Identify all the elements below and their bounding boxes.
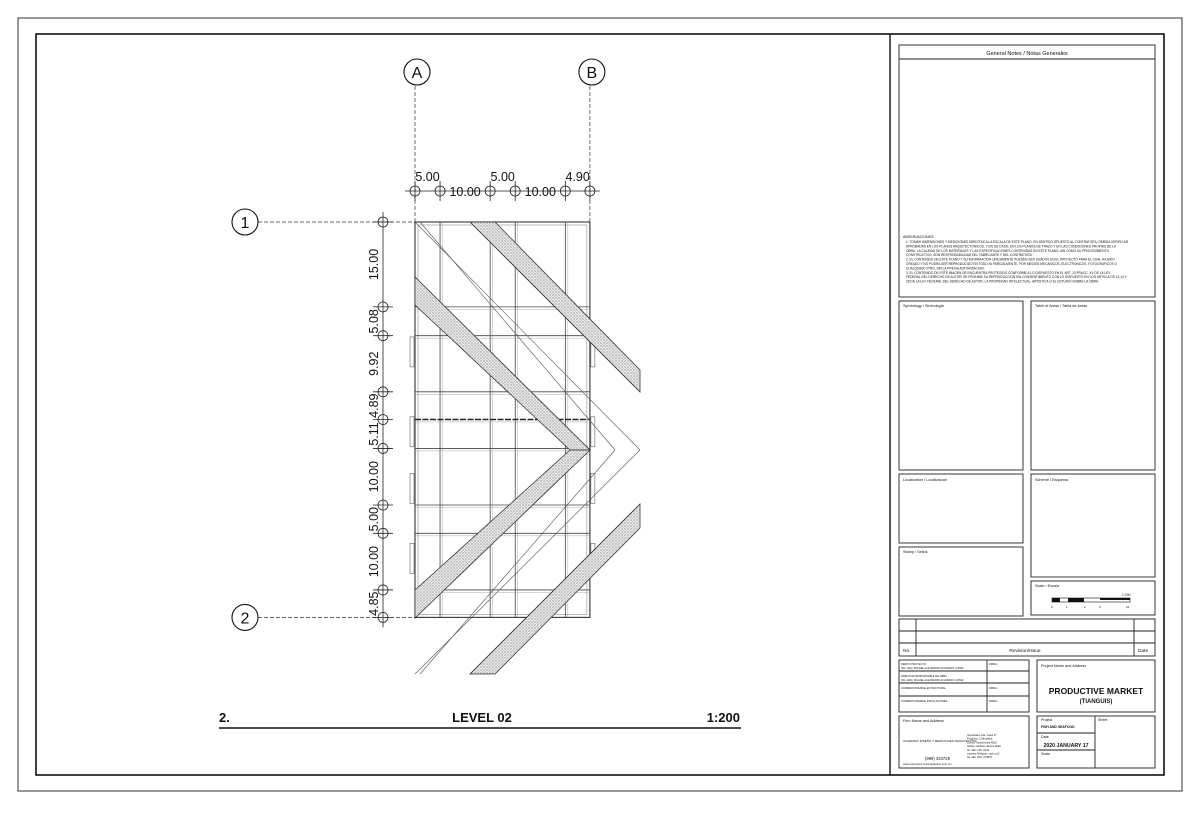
firm-address-line: tel: alta: 125, 0233 <box>967 748 990 752</box>
dimension-label: 4.90 <box>565 170 590 184</box>
note-line: CREADO Y NO PODRA SER REPRODUCIDO EN TODO NI PARCIALMENTE, POR MEDIOS MECANICOS, ELECTRONICOS, FOTOGRAFICOS O <box>906 262 1118 266</box>
date-label: Date <box>1041 735 1049 739</box>
note-line: 3. EL CONTENIDO DE ESTE IMAGEN DE ENCUENTRA PROTEGIDO CONFORME A LO DISPUESTO EN EL ART. 13 FRACC. XV DE LA LEY <box>906 270 1111 275</box>
drawing-number: 2. <box>219 710 230 725</box>
general-notes-title: General Notes / Notas Generales <box>986 51 1068 57</box>
scale-label: Scale <box>1041 752 1050 756</box>
svg-text:FIRMA:: FIRMA: <box>989 663 998 666</box>
location-box <box>899 474 1023 543</box>
svg-text:FIRMA:: FIRMA: <box>989 687 998 690</box>
scale-bar-unit: 1:200 <box>1122 593 1131 597</box>
svg-text:PERITO PROYECTO: PERITO PROYECTO <box>901 663 926 666</box>
dimension-label: 5.00 <box>415 170 440 184</box>
dimension-label: 4.85 <box>367 591 381 616</box>
svg-text:10: 10 <box>1126 605 1130 609</box>
dimension-label: 15.00 <box>367 248 381 281</box>
grid-axes <box>232 59 605 630</box>
notes-text <box>906 240 1129 284</box>
firm-address-line: tel/fax: solicitar valores 2020 <box>967 745 1001 749</box>
scheme-title: Scheme / Esquema <box>1035 478 1069 482</box>
grid-bubble-label: 1 <box>240 215 250 232</box>
note-line: CUALQUIER OTRO, SIN LA PREVIA AUTORIZACION. <box>906 266 985 271</box>
dimension-label: 4.89 <box>367 393 381 418</box>
svg-text:0: 0 <box>1051 605 1053 609</box>
svg-text:CORRESPONSABLE INSTALACIONES: CORRESPONSABLE INSTALACIONES <box>901 700 948 703</box>
wall-pier <box>410 337 414 367</box>
firm-address-line: carolina Márquez, gob.mx2 <box>967 752 1000 756</box>
horizontal-dimensions <box>405 170 600 201</box>
note-line: OBRA, LA CALIDAD DE LOS MATERIALES Y LAS ESPECIFICACIONES CONTENIDAS EN ESTE PLANO, ASI COMO SU PROCEDIMIENTO <box>906 248 1110 253</box>
firm-phone: (999) 334729 <box>925 756 950 761</box>
sheet-label: Sheet <box>1098 718 1108 722</box>
project-label: Project Name and Address <box>1041 664 1087 668</box>
areas-title: Table of Areas / Tabla de Areas <box>1035 304 1088 308</box>
svg-text:FIRMA:: FIRMA: <box>989 700 998 703</box>
drawing-title <box>219 710 741 728</box>
dimension-label: 5.08 <box>367 309 381 334</box>
dimension-label: 5.00 <box>367 507 381 532</box>
note-line: CONSTRUCTIVO, SON RESPONSABILIDAD DEL FABRICANTE Y DEL CONTRATISTA. <box>906 253 1033 258</box>
notes-heading: ABSERVACIONES: <box>903 235 935 239</box>
vertical-dimensions <box>367 212 393 627</box>
dimension-label: 10.00 <box>367 461 381 493</box>
wall-pier <box>410 417 414 447</box>
stamp-title: Stamp / Sellos <box>903 550 928 554</box>
grid-bubble-label: B <box>586 65 598 82</box>
grid-bubble-label: A <box>411 65 423 82</box>
dimension-label: 9.92 <box>367 351 381 376</box>
firm-address-line: Progreso, Chihuahua <box>967 737 993 741</box>
note-line: APROBADAS EN LOS PLANOS ARQUITECTONICOS, Y EN SU CASO, EN LOS PLANOS DE TRAZO Y EN LAS CONDICIONES PROPIAS DE LA <box>906 244 1117 249</box>
firm-label: Firm Name and Address <box>903 719 944 723</box>
revision-title: Revision/Issue <box>1009 649 1041 654</box>
outer-border <box>18 18 1182 791</box>
svg-text:2: 2 <box>1084 605 1086 609</box>
drawing-name: LEVEL 02 <box>452 710 512 725</box>
sheet-project-value: FISH AND SEAFOOD <box>1041 725 1075 729</box>
project-name: PRODUCTIVE MARKET <box>1048 686 1144 696</box>
areas-box <box>1031 301 1155 470</box>
dimension-label: 10.00 <box>367 545 381 578</box>
date-value: 2020 JANUARY 17 <box>1043 743 1089 749</box>
sheet-info-box <box>1037 716 1155 768</box>
note-line: FEDERAL DEL DERECHO DE AUTOR, SE PROHIBE SU REPRODUCCION SIN CONSENTIMIENTO CON LO DISPUESTO EN LOS ARTICULOS 13,14 Y <box>906 275 1127 280</box>
diagonal-hatch-bands <box>415 222 640 674</box>
title-block <box>899 45 1155 768</box>
firm-address-line: Venustiano Sta. Casa 17 <box>967 734 997 737</box>
graphic-scale-bar <box>1051 593 1131 609</box>
revision-no-label: No. <box>903 649 911 654</box>
title-block-text <box>901 51 1148 766</box>
svg-text:ING. ARQ. MIGUEL ALEJANDRO ALV: ING. ARQ. MIGUEL ALEJANDRO ALVARADO LOPEZ <box>901 667 964 670</box>
firm-address <box>967 733 1001 759</box>
symbology-title: Symbology / Simbologia <box>903 304 944 308</box>
sheet-project-label: Project <box>1041 718 1053 722</box>
wall-pier <box>591 417 595 447</box>
svg-text:DIRECTOR RESPONSABLE DE OBRA: DIRECTOR RESPONSABLE DE OBRA <box>901 675 947 678</box>
firm-address-line: tel: alta: 023, 073870 <box>967 756 993 760</box>
svg-text:5: 5 <box>1099 605 1101 609</box>
symbology-box <box>899 301 1023 470</box>
floor-plan <box>410 222 595 617</box>
svg-text:CORRESPONSABLE ESTRUCTURAL: CORRESPONSABLE ESTRUCTURAL <box>901 687 946 690</box>
dimension-label: 10.00 <box>524 185 556 199</box>
scheme-box <box>1031 474 1155 577</box>
firm-name: ALVARADO DISEÑO Y MEDICIONES ARQUITECTOS <box>903 739 977 743</box>
svg-text:1: 1 <box>1066 605 1068 609</box>
firm-web: www.estructura.mx/arquitectos.com.mx <box>903 762 952 766</box>
wall-pier <box>591 473 595 503</box>
dimension-label: 5.00 <box>490 170 515 184</box>
dimension-label: 5.11 <box>367 422 381 446</box>
grid-bubble-label: 2 <box>240 610 250 628</box>
project-subname: (TIANGUIS) <box>1079 699 1113 705</box>
scale-box-title: Scale / Escala <box>1035 584 1060 588</box>
wall-pier <box>410 473 414 503</box>
svg-text:ING. ARQ. MIGUEL ALEJANDRO ALV: ING. ARQ. MIGUEL ALEJANDRO ALVARADO LOPEZ <box>901 679 964 682</box>
dimension-label: 10.00 <box>449 185 481 199</box>
note-line: 1. TOMAR DIMENSIONES Y MEDICIONES DIRECTAS A LA ESCALA DE ESTE PLANO, EN SENTIDO OPUESTO AL CONTRATISTA, DEBIDA VERIFICAR <box>906 240 1129 244</box>
note-line: 28 DE LA LEY FEDERAL DEL DERECHO DE AUTOR, LA PROPIEDAD INTELECTUAL, ARTISTICA O EL ESTUDIO SOBRE LA OBRA. <box>906 279 1099 284</box>
note-line: 2. EL CONTENIDO DE ESTE PLANO Y SU INFORMACION UNICAMENTE PUEDEN SER USADOS EN EL PROYECTO PARA EL CUAL HA SIDO <box>906 257 1115 262</box>
firm-address-line: Centro Tarahumara 4822 <box>967 741 997 745</box>
wall-pier <box>410 543 414 573</box>
revision-date-label: Date <box>1138 649 1149 654</box>
stamp-box <box>899 547 1023 616</box>
location-title: Localization / Localizacion <box>903 478 948 482</box>
drawing-scale: 1:200 <box>706 710 740 725</box>
